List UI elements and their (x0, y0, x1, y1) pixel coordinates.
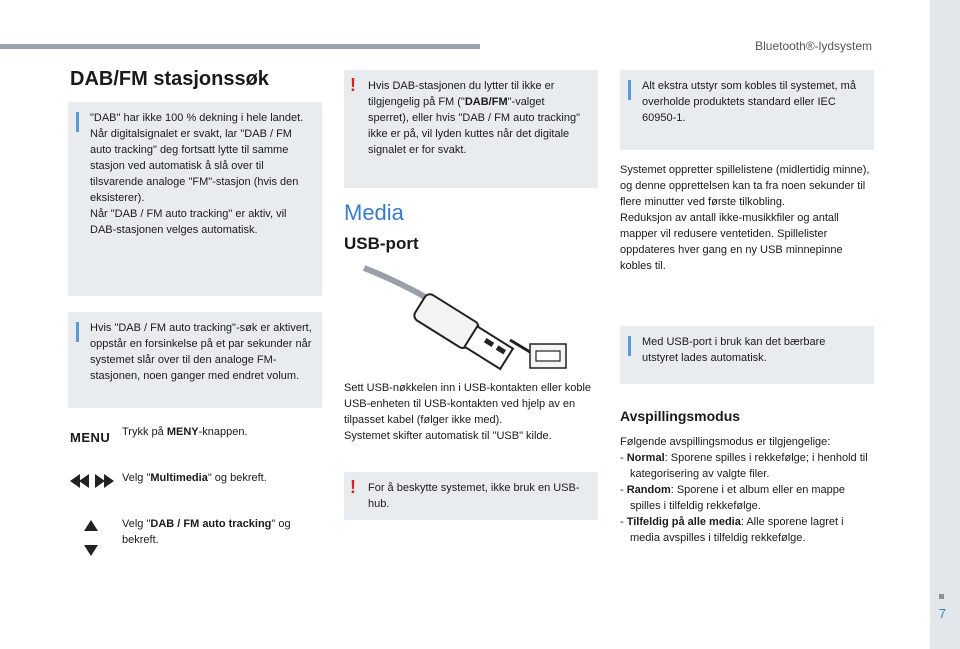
usb-illustration (360, 262, 580, 379)
warning-icon: ! (350, 477, 356, 497)
page-header: Bluetooth®-lydsystem (755, 39, 872, 53)
list-item: - Tilfeldig på alle media: Alle sporene lagret i media avspilles i tilfeldig rekkefølge. (620, 516, 844, 544)
info-icon (76, 112, 79, 132)
info-icon (628, 80, 631, 100)
info-box-standard: Alt ekstra utstyr som kobles til systemet, må overholde produktets standard eller IEC 60950-1. (620, 70, 874, 150)
usb-heading: USB-port (344, 234, 419, 253)
media-heading: Media (344, 200, 404, 225)
info-box-dab (68, 102, 322, 296)
menu-button-icon: MENU (70, 430, 111, 445)
playlist-text: Systemet oppretter spillelistene (midlertidig minne), og denne opprettelsen kan ta fra noen sekunder til flere minutter ved første tilkobling. Reduksjon av antall ikke-musikkfiler og antall mapper vil redusere ventetiden. Spillelister oppdateres hver gang en ny USB minnepinne kobles til. (620, 164, 870, 272)
list-item: - Random: Sporene i et album eller en mappe spilles i tilfeldig rekkefølge. (620, 484, 846, 512)
top-rule (0, 44, 480, 49)
step-select-multimedia: Velg "Multimedia" og bekreft. (122, 472, 267, 484)
page-number: 7 (938, 606, 946, 621)
info-icon (628, 336, 631, 356)
list-item: - Normal: Sporene spilles i rekkefølge; i henhold til kategorisering av valgte filer. (620, 452, 868, 480)
playback-mode-heading: Avspillingsmodus (620, 408, 741, 424)
info-box-delay (68, 312, 322, 408)
step-press-menu: Trykk på MENY-knappen. (122, 426, 248, 438)
warning-icon: ! (350, 75, 356, 95)
section-title: DAB/FM stasjonssøk (70, 68, 269, 90)
info-text: "DAB" har ikke 100 % dekning i hele landet. Når digitalsignalet er svakt, lar "DAB / FM auto tracking" deg fortsatt lytte til samme stasjon ved automatisk å slå over til tilsvarende analoge "FM"-stasjon (hvis den eksisterer). Når "DAB / FM auto tracking" er aktiv, vil DAB-stasjonen velges automatisk. (90, 112, 304, 236)
page-sidebar (930, 0, 960, 649)
warning-box-hub: ! For å beskytte systemet, ikke bruk en USB-hub. (344, 472, 598, 520)
end-mark (939, 594, 944, 599)
left-right-arrows-icon (70, 472, 114, 493)
info-box-charging: Med USB-port i bruk kan det bærbare utstyret lades automatisk. (620, 326, 874, 384)
info-icon (76, 322, 79, 342)
warning-box-dab: ! Hvis DAB-stasjonen du lytter til ikke er tilgjengelig på FM ("DAB/FM"-valget sperret), eller hvis "DAB / FM auto tracking" ikke er på, vil lyden kuttes når det digitale signalet er for svakt. (344, 70, 598, 188)
up-down-arrows-icon (84, 520, 98, 559)
usb-instructions: Sett USB-nøkkelen inn i USB-kontakten eller koble USB-enheten til USB-kontakten ved hjelp av en tilpasset kabel (følger ikke med). Systemet skifter automatisk til "USB" kilde. (344, 382, 592, 442)
playback-mode-list: Følgende avspillingsmodus er tilgjengelige: - Normal: Sporene spilles i rekkefølge; i henhold til kategorisering av valgte filer. - Random: Sporene i et album eller en mappe spilles i tilfeldig rekkefølge. - Tilfeldig på alle media: Alle sporene lagret i media avspilles i tilfeldig rekkefølge. (620, 434, 876, 546)
step-select-auto-tracking: Velg "DAB / FM auto tracking" og bekreft. (122, 518, 291, 546)
info-text: Hvis "DAB / FM auto tracking"-søk er aktivert, oppstår en forsinkelse på et par sekunder når systemet slår over til den analoge FM-stasjonen, noen ganger med endret volum. (90, 322, 312, 382)
